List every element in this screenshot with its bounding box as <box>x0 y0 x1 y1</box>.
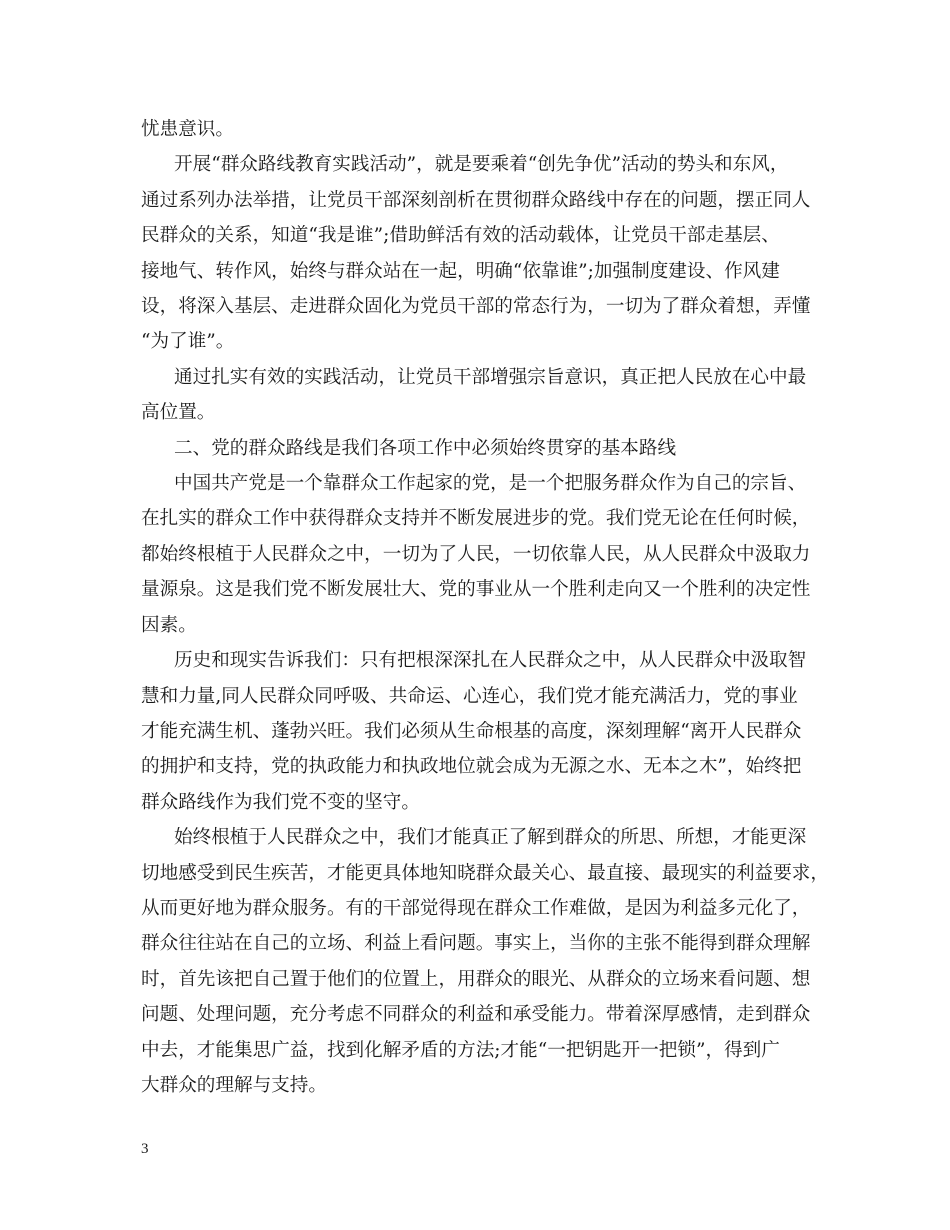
paragraph-4 <box>141 466 826 643</box>
text-line: 时，首先该把自己置于他们的位置上，用群众的眼光、从群众的立场来看问题、想 <box>141 968 811 990</box>
paragraph-1 <box>141 112 826 147</box>
text-line: 中去，才能集思广益，找到化解矛盾的方法;才能“一把钥匙开一把锁”，得到广 <box>141 1039 780 1061</box>
text-line: 接地气、转作风，始终与群众站在一起，明确“依靠谁”;加强制度建设、作风建 <box>141 260 780 282</box>
text-line: 通过扎实有效的实践活动，让党员干部增强宗旨意识，真正把人民放在心中最 <box>174 366 807 388</box>
text-line: 量源泉。这是我们党不断发展壮大、党的事业从一个胜利走向又一个胜利的决定性 <box>141 579 811 601</box>
text-line: 大群众的理解与支持。 <box>141 1074 327 1096</box>
text-line: 历史和现实告诉我们：只有把根深深扎在人民群众之中，从人民群众中汲取智 <box>174 650 807 672</box>
paragraph-3 <box>141 360 826 431</box>
text-line: 慧和力量,同人民群众同呼吸、共命运、心连心，我们党才能充满活力，党的事业 <box>141 685 798 707</box>
text-line: 群众路线作为我们党不变的坚守。 <box>141 791 420 813</box>
section-heading <box>141 431 826 466</box>
page-number: 3 <box>141 1141 149 1157</box>
text-line: 群众往往站在自己的立场、利益上看问题。事实上，当你的主张不能得到群众理解 <box>141 933 811 955</box>
text-line: 问题、处理问题，充分考虑不同群众的利益和承受能力。带着深厚感情，走到群众 <box>141 1004 811 1026</box>
text-line: 开展“群众路线教育实践活动”，就是要乘着“创先争优”活动的势头和东风， <box>174 154 789 176</box>
text-line: 民群众的关系，知道“我是谁”;借助鲜活有效的活动载体，让党员干部走基层、 <box>141 225 780 247</box>
paragraph-6 <box>141 820 829 1103</box>
text-line: “为了谁”。 <box>141 331 235 353</box>
text-line: 都始终根植于人民群众之中，一切为了人民，一切依靠人民，从人民群众中汲取力 <box>141 543 811 565</box>
text-line: 从而更好地为群众服务。有的干部觉得现在群众工作难做，是因为利益多元化了， <box>141 897 811 919</box>
text-line: 才能充满生机、蓬勃兴旺。我们必须从生命根基的高度，深刻理解“离开人民群众 <box>141 720 802 742</box>
document-body <box>141 112 829 1103</box>
text-line: 切地感受到民生疾苦，才能更具体地知晓群众最关心、最直接、最现实的利益要求， <box>141 862 829 884</box>
text-line: 高位置。 <box>141 402 216 424</box>
text-line: 通过系列办法举措，让党员干部深刻剖析在贯彻群众路线中存在的问题，摆正同人 <box>141 189 811 211</box>
heading-line: 二、党的群众路线是我们各项工作中必须始终贯穿的基本路线 <box>174 437 677 459</box>
text-line: 始终根植于人民群众之中，我们才能真正了解到群众的所思、所想，才能更深 <box>174 827 807 849</box>
text-line: 忧患意识。 <box>141 119 234 140</box>
text-line: 设，将深入基层、走进群众固化为党员干部的常态行为，一切为了群众着想，弄懂 <box>141 296 811 318</box>
text-line: 中国共产党是一个靠群众工作起家的党，是一个把服务群众作为自己的宗旨、 <box>174 473 807 495</box>
text-line: 的拥护和支持，党的执政能力和执政地位就会成为无源之水、无本之木”，始终把 <box>141 756 802 778</box>
paragraph-2 <box>141 147 826 359</box>
text-line: 在扎实的群众工作中获得群众支持并不断发展进步的党。我们党无论在任何时候， <box>141 508 811 530</box>
paragraph-5 <box>141 643 826 820</box>
text-line: 因素。 <box>141 614 197 636</box>
